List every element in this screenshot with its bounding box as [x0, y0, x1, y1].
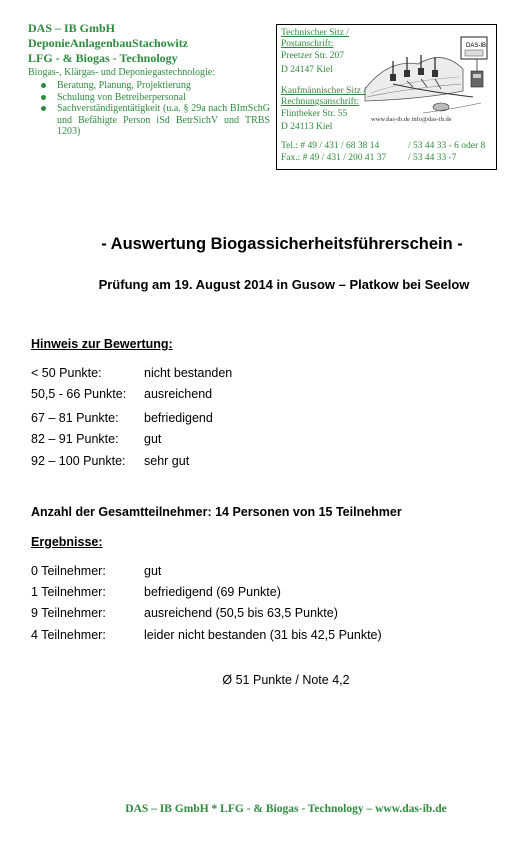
commercial-heading: Kaufmännischer Sitz /: [281, 86, 366, 96]
rating-grade: befriedigend: [144, 411, 213, 425]
service-item: Sachverständigentätigkeit (u.a. § 29a nach BImSchG und Befähigte Person iSd BetrSichV und TRBS 1203): [50, 103, 270, 138]
tech-city: D 24147 Kiel: [281, 65, 333, 75]
results-heading: Ergebnisse:: [31, 535, 103, 549]
result-count: 1 Teilnehmer:: [31, 585, 106, 599]
illustration-label: DAS-IB: [466, 43, 487, 49]
tech-street: Preetzer Str. 207: [281, 51, 345, 61]
result-row: [31, 585, 281, 599]
service-item: Schulung von Betreiberpersonal: [50, 92, 270, 104]
document-subtitle: Prüfung am 19. August 2014 in Gusow – Platkow bei Seelow: [98, 277, 470, 292]
rating-range: 82 – 91 Punkte:: [31, 432, 119, 446]
company-name: DAS – IB GmbH: [28, 21, 116, 35]
tech-heading: Technischer Sitz /: [281, 28, 349, 38]
rating-row: [31, 387, 212, 401]
page-footer: DAS – IB GmbH * LFG - & Biogas - Technology – www.das-ib.de: [125, 803, 447, 815]
document-title: - Auswertung Biogassicherheitsführerschein -: [101, 235, 463, 253]
fax-extension: / 53 44 33 -7: [408, 153, 457, 163]
rating-grade: nicht bestanden: [144, 366, 233, 380]
result-row: [31, 564, 161, 578]
result-text: befriedigend (69 Punkte): [144, 585, 281, 599]
biogas-plant-illustration: [363, 29, 495, 121]
participant-count: Anzahl der Gesamtteilnehmer: 14 Personen von 15 Teilnehmer: [31, 505, 402, 519]
rating-row: [31, 432, 161, 446]
result-count: 0 Teilnehmer:: [31, 564, 106, 578]
result-text: ausreichend (50,5 bis 63,5 Punkte): [144, 606, 338, 620]
rating-grade: sehr gut: [144, 454, 190, 468]
rating-range: 92 – 100 Punkte:: [31, 454, 126, 468]
result-row: [31, 628, 382, 642]
average-score: Ø 51 Punkte / Note 4,2: [222, 673, 350, 687]
rating-range: < 50 Punkte:: [31, 366, 102, 380]
service-item: Beratung, Planung, Projektierung: [50, 80, 270, 92]
commercial-street: Flintbeker Str. 55: [281, 109, 348, 119]
result-count: 4 Teilnehmer:: [31, 628, 106, 642]
service-list: [28, 80, 270, 138]
rating-row: [31, 411, 213, 425]
web-email: www.das-ib.de info@das-ib.de: [371, 116, 452, 123]
fax-number: Fax.: # 49 / 431 / 200 41 37: [281, 153, 387, 163]
result-count: 9 Teilnehmer:: [31, 606, 106, 620]
result-row: [31, 606, 338, 620]
commercial-city: D 24113 Kiel: [281, 122, 333, 132]
tel-number: Tel.: # 49 / 431 / 68 38 14: [281, 141, 380, 151]
rating-row: [31, 366, 232, 380]
rating-grade: gut: [144, 432, 162, 446]
company-header: [28, 21, 270, 138]
tech-heading-2: Postanschrift:: [281, 39, 334, 49]
address-box: [276, 24, 497, 170]
company-name-2: DeponieAnlagenbauStachowitz: [28, 36, 189, 50]
rating-row: [31, 454, 189, 468]
tel-extension: / 53 44 33 - 6 oder 8: [408, 141, 486, 151]
rating-heading: Hinweis zur Bewertung:: [31, 337, 173, 351]
rating-grade: ausreichend: [144, 387, 213, 401]
company-tagline: Biogas-, Klärgas- und Deponiegastechnologie:: [28, 67, 215, 78]
result-text: gut: [144, 564, 162, 578]
result-text: leider nicht bestanden (31 bis 42,5 Punkte): [144, 628, 382, 642]
commercial-heading-2: Rechnungsanschrift:: [281, 97, 360, 107]
rating-range: 67 – 81 Punkte:: [31, 411, 119, 425]
rating-range: 50,5 - 66 Punkte:: [31, 387, 127, 401]
company-name-3: LFG - & Biogas - Technology: [28, 51, 178, 65]
